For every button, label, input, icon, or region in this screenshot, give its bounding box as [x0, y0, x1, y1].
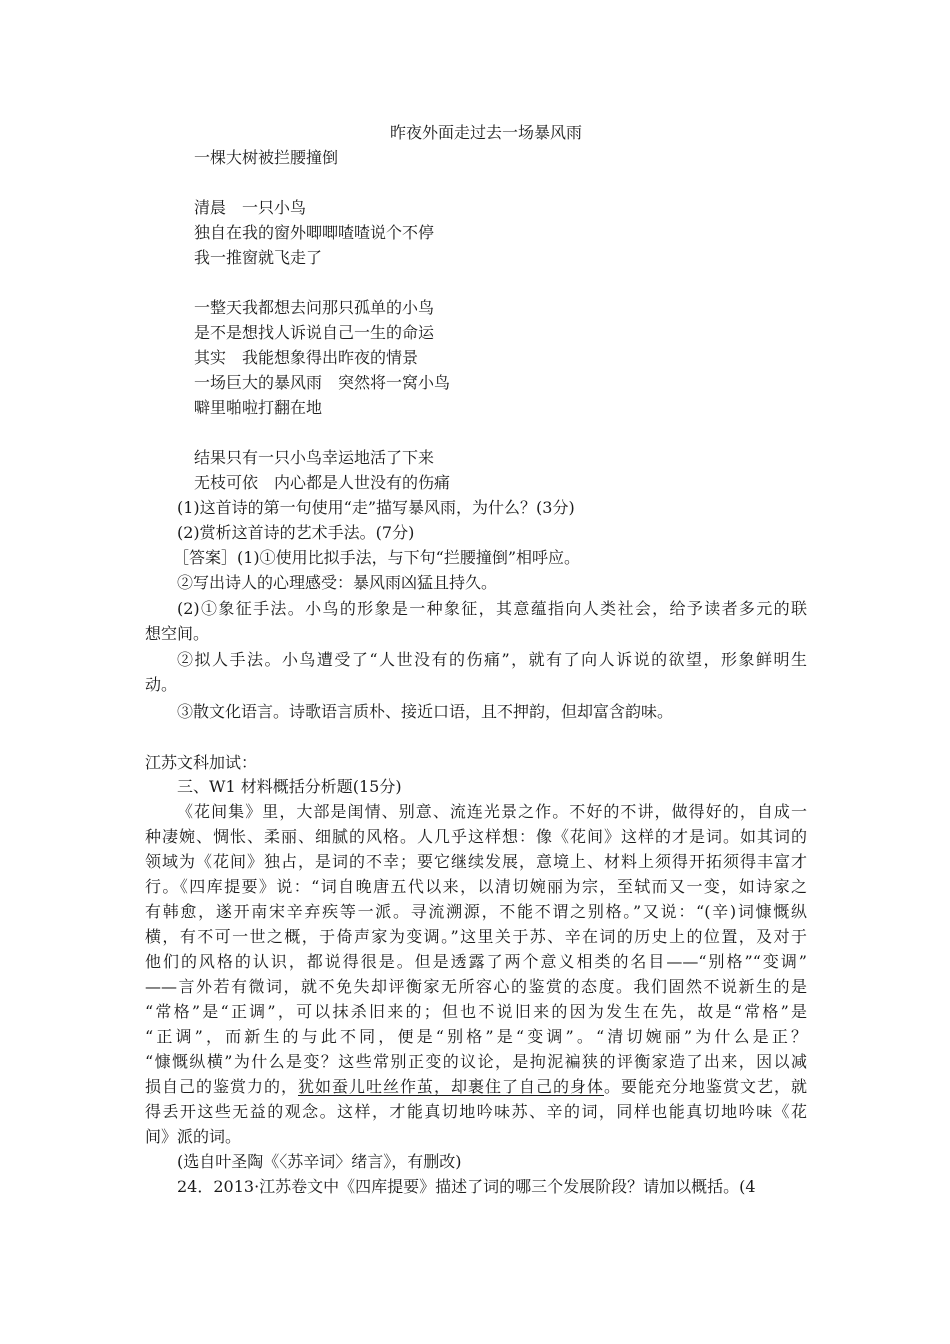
passage-source: (选自叶圣陶《〈苏辛词〉绪言》，有删改) [177, 1152, 462, 1171]
poem-line: 一棵大树被拦腰撞倒 [194, 148, 339, 167]
poem-line: 是不是想找人诉说自己一生的命运 [194, 323, 435, 342]
section-subheading: 三、W1 材料概括分析题(15分) [177, 777, 402, 796]
passage-text: 。要能充分地鉴赏文艺，就 [603, 1077, 807, 1096]
passage-line: 得丢开这些无益的观念。这样，才能真切地吟味苏、辛的词，同样也能真切地吟味《花 [145, 1102, 807, 1121]
passage-line: “慷慨纵横”为什么是变？这些常别正变的议论，是拘泥褊狭的评衡家造了出来，因以减 [145, 1052, 807, 1071]
passage-text: 损自己的鉴赏力的， [145, 1077, 298, 1096]
poem-line: 其实 我能想象得出昨夜的情景 [194, 348, 419, 367]
passage-line: 横，有不可一世之概，于倚声家为变调。”这里关于苏、辛在词的历史上的位置，及对于 [145, 927, 807, 946]
answer-2-1-cont: 想空间。 [145, 624, 210, 643]
question-1: (1)这首诗的第一句使用“走”描写暴风雨，为什么？(3分) [177, 498, 575, 517]
poem-line: 独自在我的窗外唧唧喳喳说个不停 [194, 223, 435, 242]
answer-2-1: (2)①象征手法。小鸟的形象是一种象征，其意蕴指向人类社会，给予读者多元的联 [177, 599, 807, 618]
poem-title: 昨夜外面走过去一场暴风雨 [390, 123, 583, 142]
section-heading: 江苏文科加试： [145, 753, 258, 772]
passage-line: 种凄婉、惆怅、柔丽、细腻的风格。人几乎这样想：像《花间》这样的才是词。如其词的 [145, 827, 807, 846]
answer-2-2: ②拟人手法。小鸟遭受了“人世没有的伤痛”，就有了向人诉说的欲望，形象鲜明生 [177, 650, 807, 669]
poem-line: 一整天我都想去问那只孤单的小鸟 [194, 298, 435, 317]
passage-line-with-underline [145, 1076, 807, 1098]
poem-line: 一场巨大的暴风雨 突然将一窝小鸟 [194, 373, 451, 392]
passage-line: 有韩愈，遂开南宋辛弃疾等一派。寻流溯源，不能不谓之别格。”又说：“(辛)词慷慨纵 [145, 902, 807, 921]
answer-2-2-cont: 动。 [145, 675, 178, 694]
underlined-phrase: 犹如蚕儿吐丝作茧，却裹住了自己的身体 [298, 1077, 604, 1096]
poem-line: 无枝可依 内心都是人世没有的伤痛 [194, 473, 451, 492]
poem-line: 我一推窗就飞走了 [194, 248, 323, 267]
question-24: 24．2013·江苏卷文中《四库提要》描述了词的哪三个发展阶段？请加以概括。(4 [177, 1177, 756, 1196]
poem-line: 结果只有一只小鸟幸运地活了下来 [194, 448, 435, 467]
answer-1-2: ②写出诗人的心理感受：暴风雨凶猛且持久。 [177, 573, 498, 592]
question-2: (2)赏析这首诗的艺术手法。(7分) [177, 523, 415, 542]
passage-line: 他们的风格的认识，都说得很是。但是透露了两个意义相类的名目——“别格”“变调” [145, 952, 807, 971]
passage-line: ——言外若有微词，就不免失却评衡家无所容心的鉴赏的态度。我们固然不说新生的是 [145, 977, 807, 996]
passage-line: 《花间集》里，大部是闺情、别意、流连光景之作。不好的不讲，做得好的，自成一 [177, 802, 807, 821]
passage-line: 间》派的词。 [145, 1127, 242, 1146]
poem-line: 清晨 一只小鸟 [194, 198, 307, 217]
passage-line: 行。《四库提要》说：“词自晚唐五代以来，以清切婉丽为宗，至轼而又一变，如诗家之 [145, 877, 807, 896]
passage-line: 领域为《花间》独占，是词的不幸；要它继续发展，意境上、材料上须得开拓须得丰富才 [145, 852, 807, 871]
poem-line: 噼里啪啦打翻在地 [194, 398, 323, 417]
answer-1-1: ［答案］(1)①使用比拟手法，与下句“拦腰撞倒”相呼应。 [173, 548, 581, 567]
answer-2-3: ③散文化语言。诗歌语言质朴、接近口语，且不押韵，但却富含韵味。 [177, 702, 674, 721]
passage-line: “常格”是“正调”，可以抹杀旧来的；但也不说旧来的因为发生在先，故是“常格”是 [145, 1002, 807, 1021]
passage-line: “正调”，而新生的与此不同，便是“别格”是“变调”。“清切婉丽”为什么是正？ [145, 1027, 807, 1046]
